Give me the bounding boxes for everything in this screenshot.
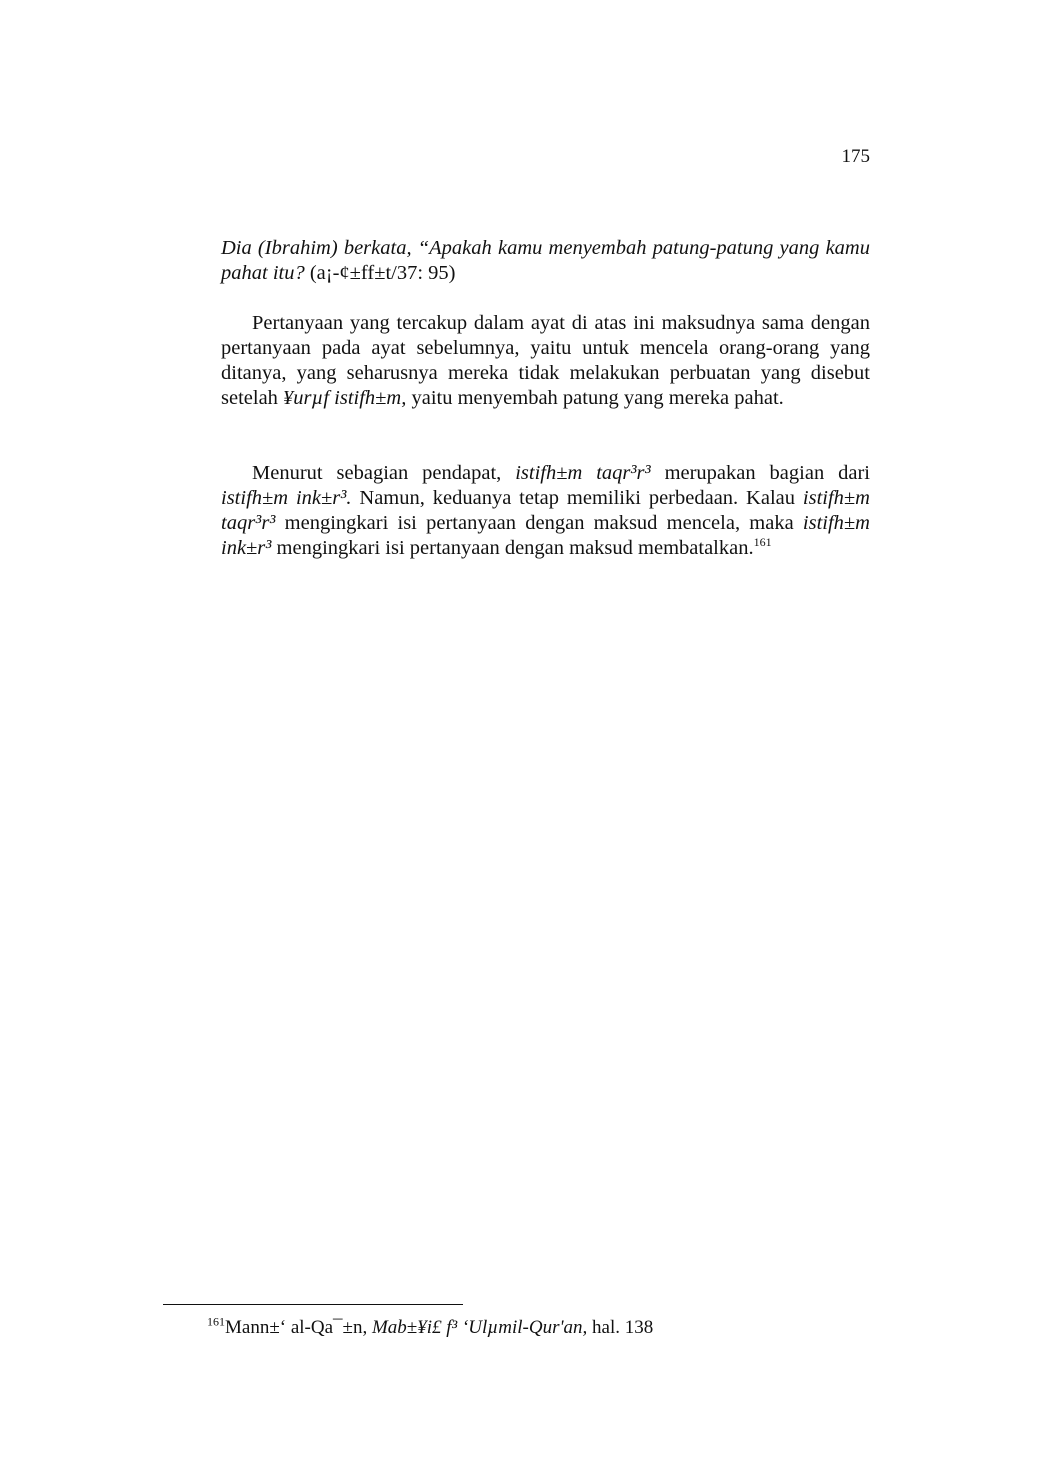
paragraph-2-term-1: istifh±m taqr³r³ [515, 462, 651, 484]
paragraph-1-text-a: Pertanyaan yang tercakup dalam ayat di atas ini maksudnya sama dengan pertanyaan pada ayat sebelumnya, yaitu untuk mencela orang-orang yang ditanya, yang seharusnya mereka tidak melakukan perbuatan yang disebut setelah [221, 312, 870, 409]
footnote-page: hal. 138 [587, 1317, 654, 1338]
paragraph-2-text-2: merupakan bagian dari [650, 462, 870, 484]
paragraph-1-text-b: yaitu menyembah patung yang mereka pahat. [406, 387, 784, 409]
paragraph-1-term: ¥urµf istifh±m, [283, 387, 407, 409]
verse-translation [221, 236, 870, 286]
paragraph-2-text-5: mengingkari isi pertanyaan dengan maksud membatalkan. [271, 537, 754, 559]
paragraph-1 [221, 311, 870, 411]
paragraph-2-text-1: Menurut sebagian pendapat, [252, 462, 516, 484]
paragraph-2-term-4: istifh±m ink±r³ [221, 512, 870, 559]
footnote-author: Mann±‘ al-Qa¯±n, [225, 1317, 372, 1338]
paragraph-2-term-3: istifh±m taqr³r³ [221, 487, 870, 534]
footnote-title: Mab±¥i£ f³ ‘Ulµmil-Qur'an, [371, 1317, 588, 1338]
page-number: 175 [841, 146, 870, 167]
footnote-reference: 161 [753, 535, 772, 550]
paragraph-2-text-3: Namun, keduanya tetap memiliki perbedaan. Kalau [351, 487, 803, 509]
verse-quote: Dia (Ibrahim) berkata, “Apakah kamu menyembah patung-patung yang kamu pahat itu? [221, 237, 870, 284]
paragraph-2-term-2: istifh±m ink±r³. [221, 487, 352, 509]
paragraph-2 [221, 461, 870, 561]
footnote [207, 1316, 907, 1340]
verse-reference: (a¡-¢±ff±t/37: 95) [304, 262, 456, 284]
paragraph-2-text-4: mengingkari isi pertanyaan dengan maksud mencela, maka [275, 512, 803, 534]
footnote-number: 161 [207, 1314, 225, 1329]
footnote-divider [163, 1304, 463, 1305]
